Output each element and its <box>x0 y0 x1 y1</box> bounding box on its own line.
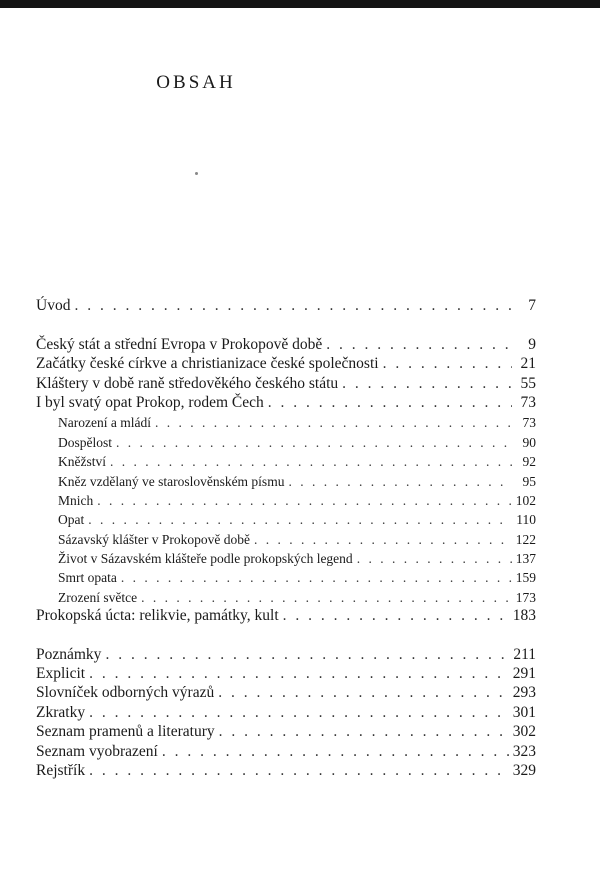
toc-page-number: 137 <box>515 551 536 567</box>
toc-page-number: 110 <box>516 512 536 528</box>
toc-entry[interactable] <box>36 393 536 412</box>
toc-entry[interactable] <box>36 702 536 721</box>
toc-entry-title: Zrození světce <box>58 589 138 605</box>
dot-leader <box>89 762 509 780</box>
toc-subentry[interactable] <box>36 431 536 450</box>
toc-page-number: 95 <box>522 473 536 489</box>
toc-page-number: 329 <box>512 761 536 779</box>
toc-page-number: 183 <box>512 607 536 625</box>
toc-subentry[interactable] <box>36 509 536 528</box>
toc-entry[interactable] <box>36 741 536 760</box>
toc-page-number: 92 <box>522 454 536 470</box>
dot-leader <box>162 743 509 761</box>
toc-subentry[interactable] <box>36 586 536 605</box>
toc-page-number: 293 <box>512 684 536 702</box>
toc-entry-title: Poznámky <box>36 645 102 663</box>
dot-leader <box>97 493 512 509</box>
toc-page-number: 7 <box>528 297 536 315</box>
toc-page-number: 301 <box>512 703 536 721</box>
toc-page-number: 102 <box>515 492 536 508</box>
toc-page-number: 73 <box>520 393 536 411</box>
toc-entry[interactable] <box>36 296 536 315</box>
toc-entry-title: Smrt opata <box>58 570 117 586</box>
toc-entry[interactable] <box>36 334 536 353</box>
toc-entry-title: Zkratky <box>36 703 86 721</box>
scan-speck <box>195 172 198 175</box>
dot-leader <box>116 435 512 451</box>
toc-entry-title: Seznam vyobrazení <box>36 742 158 760</box>
toc-subentry[interactable] <box>36 567 536 586</box>
toc-entry-title: Slovníček odborných výrazů <box>36 684 215 702</box>
toc-page-number: 159 <box>515 570 536 586</box>
scan-edge <box>0 0 600 8</box>
toc-entry[interactable] <box>36 683 536 702</box>
toc-entry-title: I byl svatý opat Prokop, rodem Čech <box>36 393 264 411</box>
dot-leader <box>326 336 512 354</box>
toc-page-number: 323 <box>512 742 536 760</box>
dot-leader <box>357 551 512 567</box>
toc-page-number: 173 <box>515 589 536 605</box>
toc-page-number: 211 <box>513 645 536 663</box>
toc-entry-title: Mnich <box>58 492 94 508</box>
toc-page-number: 122 <box>515 531 536 547</box>
dot-leader <box>121 570 512 586</box>
dot-leader <box>110 454 512 470</box>
toc-entry-title: Život v Sázavském klášteře podle prokopských legend <box>58 551 353 567</box>
toc-entry-title: Rejstřík <box>36 761 86 779</box>
dot-leader <box>88 512 512 528</box>
page-title: OBSAH <box>156 72 236 93</box>
toc-page-number: 21 <box>520 355 536 373</box>
dot-leader <box>219 723 509 741</box>
toc-entry[interactable] <box>36 761 536 780</box>
toc-entry-title: Kněz vzdělaný ve staroslověnském písmu <box>58 473 285 489</box>
toc-page-number: 291 <box>512 665 536 683</box>
toc-entry-title: Narození a mládí <box>58 415 151 431</box>
toc-subentry[interactable] <box>36 412 536 431</box>
toc-page-number: 302 <box>512 723 536 741</box>
dot-leader <box>74 297 512 315</box>
dot-leader <box>105 646 509 664</box>
dot-leader <box>283 607 509 625</box>
toc-entry[interactable] <box>36 373 536 392</box>
toc-page-number: 73 <box>522 415 536 431</box>
toc-entry-title: Explicit <box>36 665 86 683</box>
dot-leader <box>89 704 509 722</box>
table-of-contents <box>36 296 536 780</box>
toc-subentry[interactable] <box>36 528 536 547</box>
dot-leader <box>89 665 509 683</box>
toc-page-number: 55 <box>520 374 536 392</box>
dot-leader <box>141 590 512 606</box>
toc-entry-title: Kláštery v době raně středověkého českého státu <box>36 374 339 392</box>
dot-leader <box>155 415 512 431</box>
toc-page-number: 9 <box>528 335 536 353</box>
toc-subentry[interactable] <box>36 451 536 470</box>
toc-entry-title: Kněžství <box>58 454 106 470</box>
dot-leader <box>342 375 512 393</box>
toc-entry[interactable] <box>36 354 536 373</box>
toc-entry-title: Sázavský klášter v Prokopově době <box>58 531 250 547</box>
toc-page-number: 90 <box>522 434 536 450</box>
section-gap <box>36 315 536 334</box>
toc-entry[interactable] <box>36 606 536 625</box>
toc-entry-title: Opat <box>58 512 85 528</box>
toc-subentry[interactable] <box>36 548 536 567</box>
toc-entry[interactable] <box>36 644 536 663</box>
toc-entry-title: Seznam pramenů a literatury <box>36 723 215 741</box>
dot-leader <box>254 532 512 548</box>
toc-entry-title: Úvod <box>36 297 71 315</box>
toc-entry[interactable] <box>36 722 536 741</box>
dot-leader <box>288 474 512 490</box>
dot-leader <box>218 684 509 702</box>
dot-leader <box>383 355 512 373</box>
section-gap <box>36 625 536 644</box>
toc-entry-title: Český stát a střední Evropa v Prokopově době <box>36 335 323 353</box>
dot-leader <box>268 394 512 412</box>
toc-subentry[interactable] <box>36 470 536 489</box>
toc-entry[interactable] <box>36 664 536 683</box>
toc-entry-title: Dospělost <box>58 434 112 450</box>
toc-entry-title: Prokopská úcta: relikvie, památky, kult <box>36 607 279 625</box>
toc-subentry[interactable] <box>36 490 536 509</box>
toc-entry-title: Začátky české církve a christianizace české společnosti <box>36 355 379 373</box>
